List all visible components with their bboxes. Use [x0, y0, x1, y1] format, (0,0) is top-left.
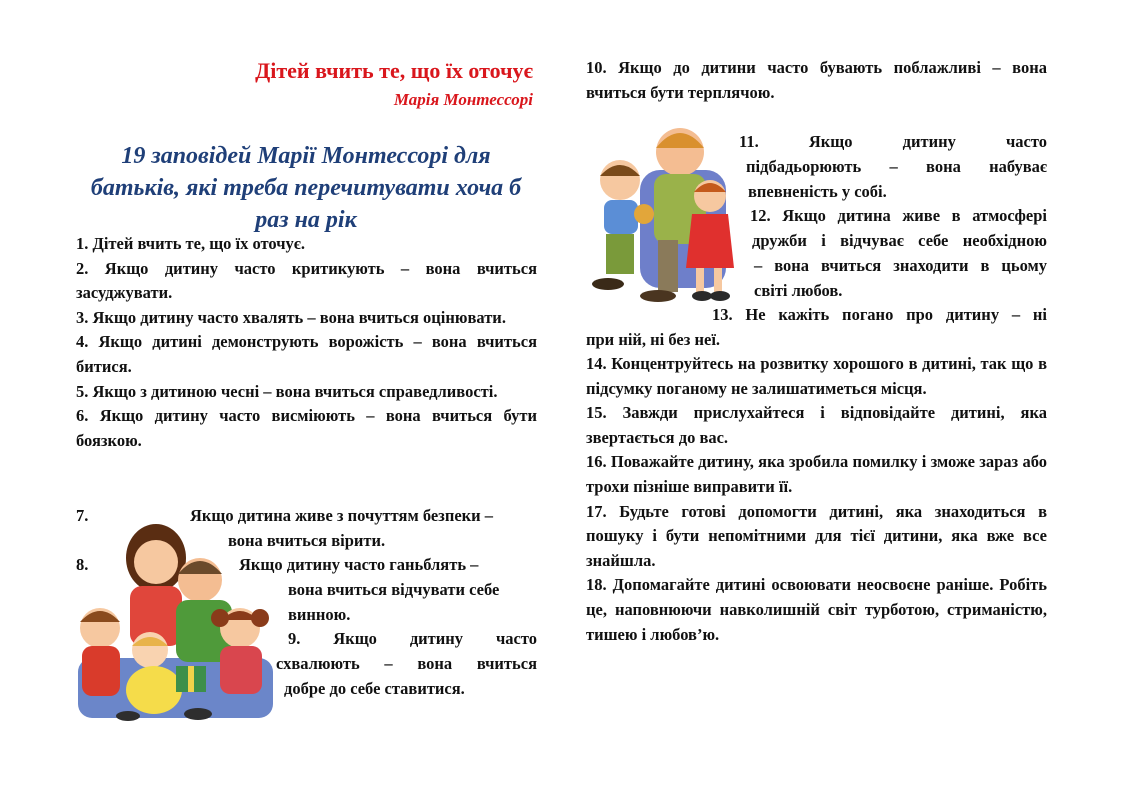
- list-item-8-line-1: Якщо дитину часто ганьблять –: [239, 555, 479, 574]
- list-item-8-line-3: винною.: [288, 605, 351, 624]
- list-item-12-line-2: дружби і відчуває себе необхідною: [752, 231, 1047, 250]
- list-item-12-line-1: 12. Якщо дитина живе в атмосфері: [750, 206, 1047, 225]
- right-column-lower: [586, 352, 1047, 647]
- list-item-8-number: 8.: [76, 555, 89, 574]
- list-item-12-line-4: світі любов.: [754, 281, 843, 300]
- list-item-6: 6. Якщо дитину часто висміюють – вона вчиться бути боязкою.: [76, 406, 537, 450]
- page-heading: [76, 140, 536, 236]
- list-item-9-line-3: добре до себе ставитися.: [284, 679, 465, 698]
- list-item-11-line-3: впевненість у собі.: [748, 182, 887, 201]
- list-item-3: 3. Якщо дитину часто хвалять – вона вчиться оцінювати.: [76, 307, 506, 327]
- list-item-7-line-1: Якщо дитина живе з почуттям безпеки –: [190, 506, 494, 525]
- list-item-9-line-1: 9. Якщо дитину часто: [288, 629, 537, 648]
- list-item-13-line-2: при ній, ні без неї.: [586, 330, 721, 349]
- heading-line-3: раз на рік: [255, 207, 357, 233]
- list-item-17: 17. Будьте готові допомогти дитині, яка знаходиться в пошуку і бути непомітними для тієї дитини, яка вже все знайшла.: [586, 501, 1047, 570]
- list-item-15: 15. Завжди прислухайтеся і відповідайте дитині, яка звертається до вас.: [586, 403, 1047, 447]
- list-item-16: 16. Поважайте дитину, яка зробила помилку і зможе зараз або трохи пізніше виправити її.: [586, 452, 1047, 496]
- list-item-10-line-2: вчиться бути терплячою.: [586, 83, 775, 102]
- list-item-7-number: 7.: [76, 506, 89, 525]
- epigraph-author: Марія Монтессорі: [393, 90, 533, 109]
- list-item-18: 18. Допомагайте дитині освоювати неосвоєне раніше. Робіть це, наповнюючи навколишній світ турботою, стриманістю, тишею і любов’ю.: [586, 575, 1047, 644]
- left-column: [76, 232, 537, 453]
- list-item-11-line-1: 11. Якщо дитину часто: [739, 132, 1047, 151]
- list-item-1: 1. Дітей вчить те, що їх оточує.: [76, 234, 306, 253]
- heading-line-1: 19 заповідей Марії Монтессорі для: [121, 143, 491, 169]
- list-item-10-line-1: 10. Якщо до дитини часто бувають поблажливі – вона: [586, 58, 1047, 77]
- list-item-8-line-2: вона вчиться відчувати себе: [288, 580, 500, 599]
- heading-line-2: батьків, які треба перечитувати хоча б: [90, 175, 522, 201]
- list-item-2: 2. Якщо дитину часто критикують – вона вчиться засуджувати.: [76, 258, 537, 303]
- list-item-5: 5. Якщо з дитиною чесні – вона вчиться справедливості.: [76, 381, 498, 401]
- list-item-7-line-2: вона вчиться вірити.: [228, 531, 386, 550]
- list-item-13-line-1: 13. Не кажіть погано про дитину – ні: [712, 305, 1047, 324]
- list-item-11-line-2: підбадьорюють – вона набуває: [746, 157, 1047, 176]
- list-item-12-line-3: – вона вчиться знаходити в цьому: [754, 256, 1047, 275]
- family-illustration: [68, 518, 278, 724]
- list-item-9-line-2: схвалюють – вона вчиться: [276, 654, 537, 673]
- epigraph-title: Дітей вчить те, що їх оточує: [255, 58, 533, 83]
- father-children-illustration: [584, 118, 740, 304]
- list-item-14: 14. Концентруйтесь на розвитку хорошого в дитині, так що в підсумку поганому не залишатиметься місця.: [586, 354, 1047, 398]
- list-item-4: 4. Якщо дитині демонструють ворожість – вона вчиться битися.: [76, 332, 537, 376]
